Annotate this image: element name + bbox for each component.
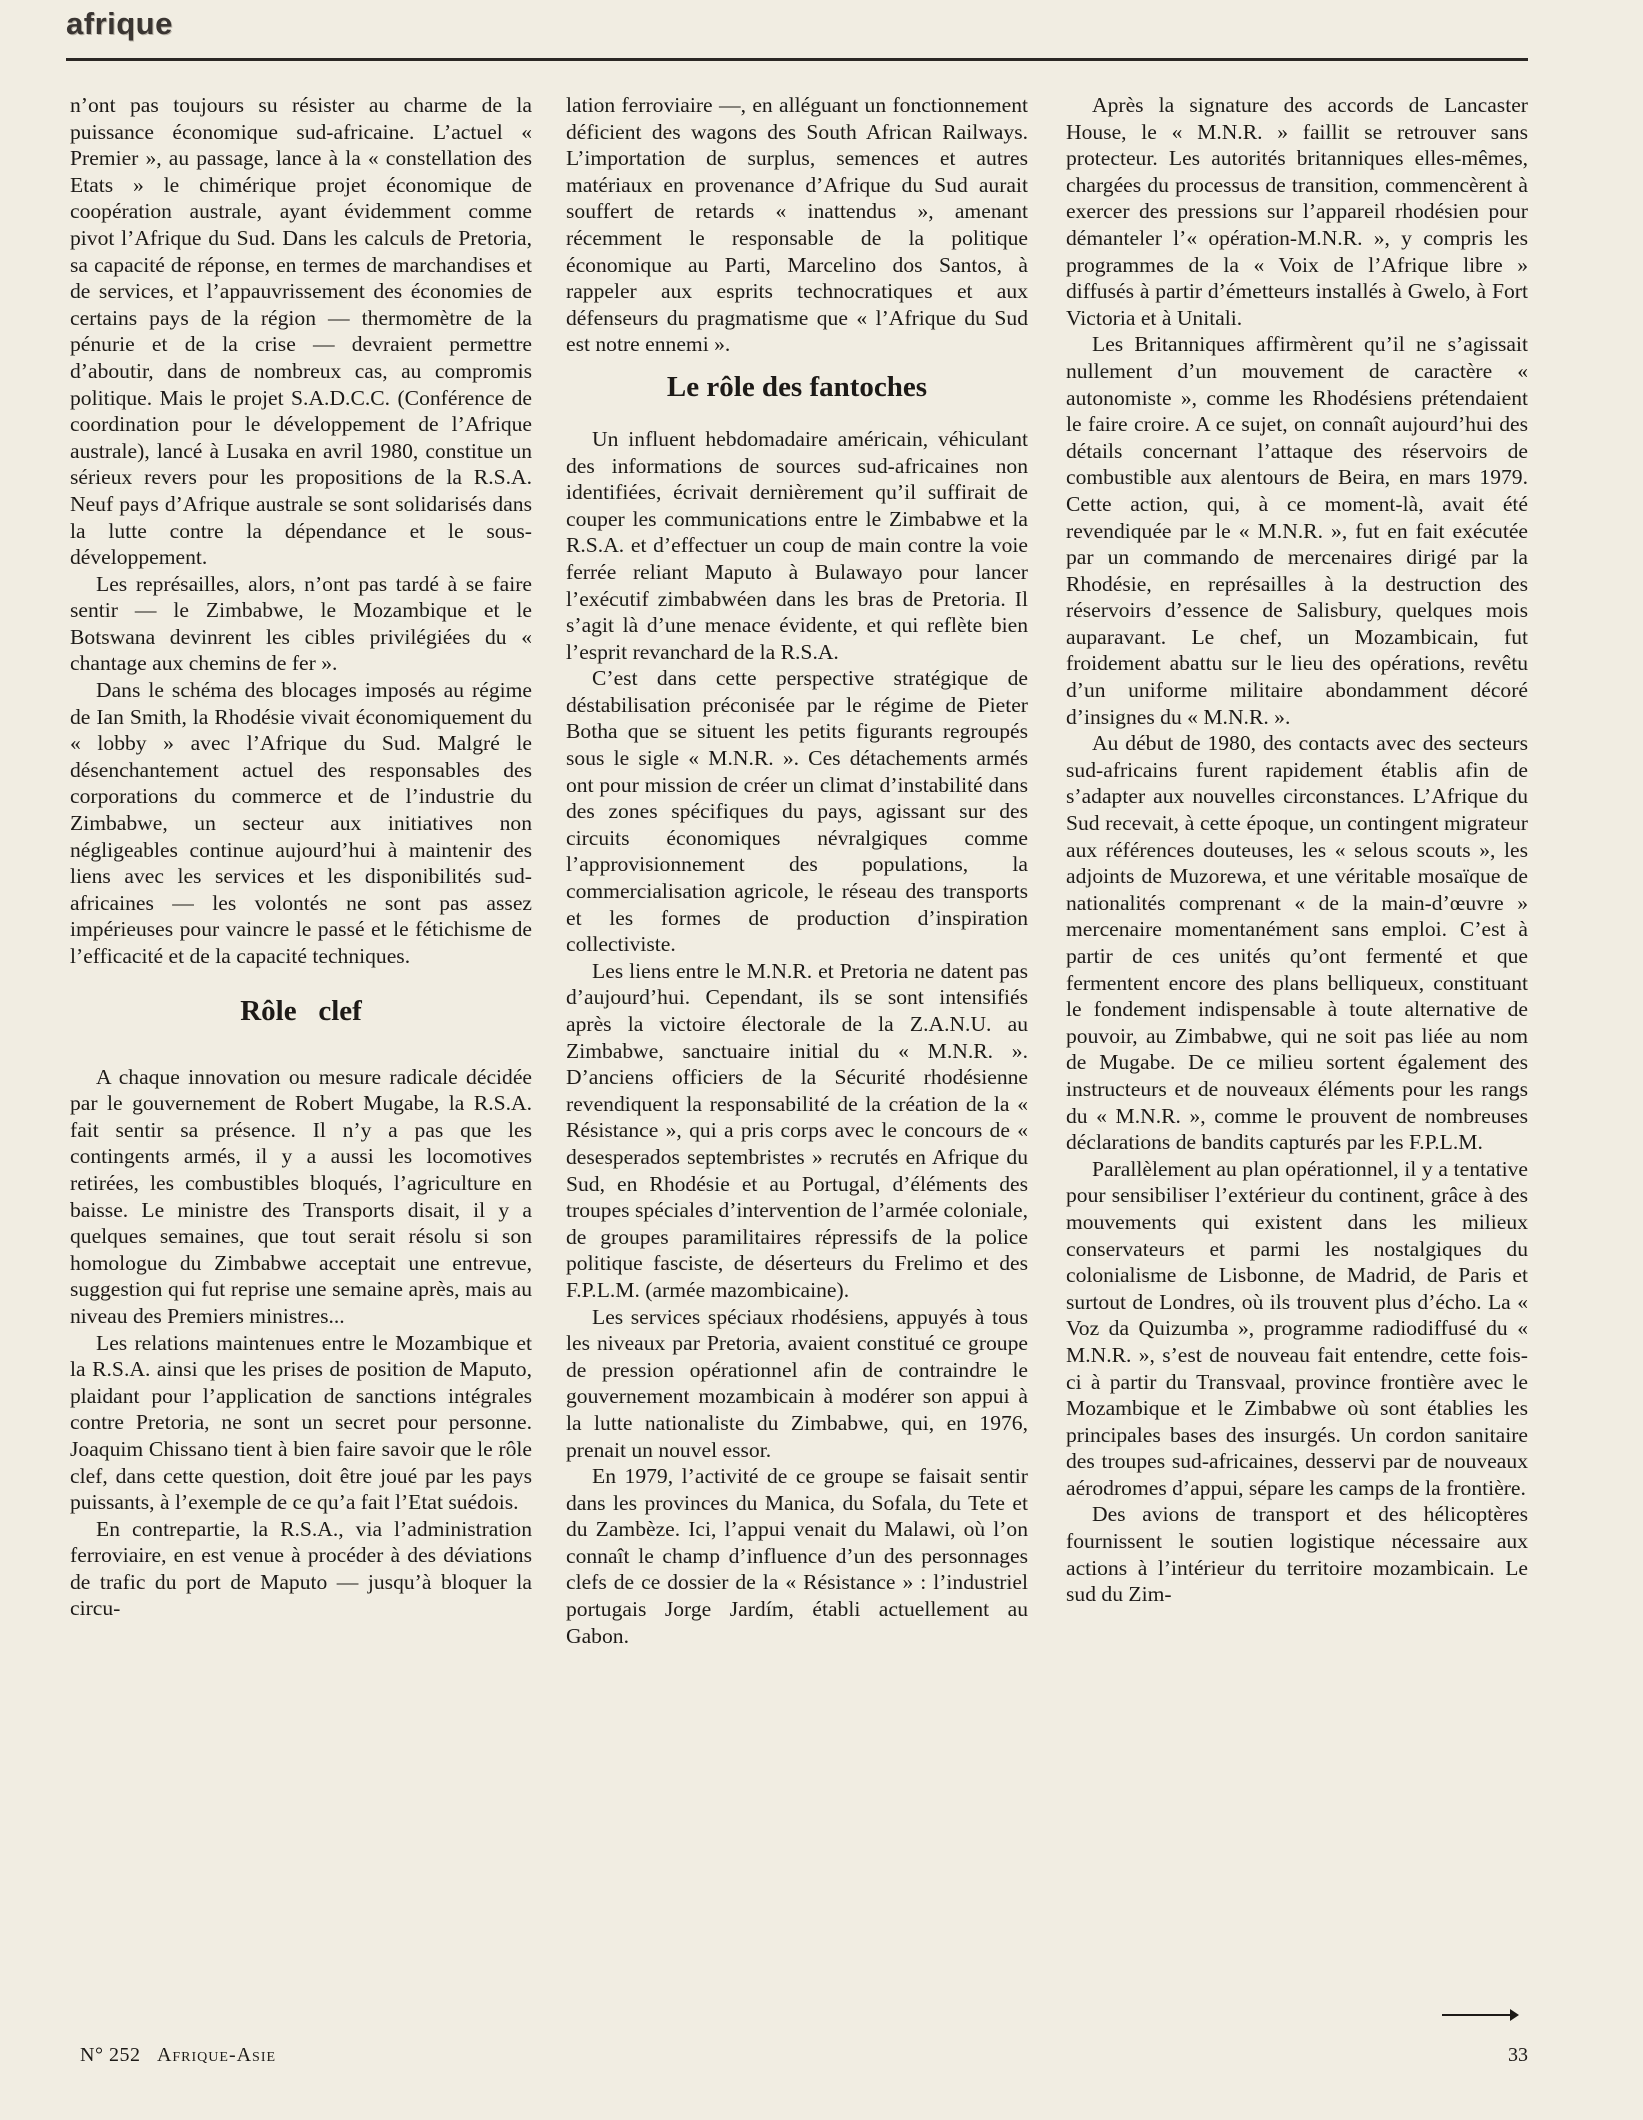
paragraph: Au début de 1980, des contacts avec des secteurs sud-africains furent rapidement établis afin de s’adapter aux nouvelles circonstances. L’Afrique du Sud recevait, à cette époque, un contingent migrateur aux références douteuses, les « selous scouts », les adjoints de Muzorewa, et une véritable mosaïque de nationalités comprenant « de la main-d’œuvre » mercenaire momentanément sans emploi. C’est à partir de ces unités qu’ont fermenté et que fermentent encore des plans belliqueux, constituant le fondement indispensable à toute alternative de pouvoir, au Zimbabwe, qui ne soit pas liée au nom de Mugabe. De ce milieu sortent également des instructeurs et de nouveaux éléments pour les rangs du « M.N.R. », comme le prouvent de nombreuses déclarations de bandits capturés par les F.P.L.M. [1066,731,1528,1155]
paragraph: Un influent hebdomadaire américain, véhiculant des informations de sources sud-africaines non identifiées, écrivait dernièrement qu’il suffirait de couper les communications entre le Zimbabwe et la R.S.A. et d’effectuer un coup de main contre la voie ferrée reliant Maputo à Bulawayo pour lancer l’exécutif zimbabwéen dans les bras de Pretoria. Il s’agit là d’une menace évidente, et qui reflète bien l’esprit revanchard de la R.S.A. [566,426,1028,664]
paragraph: Les Britanniques affirmèrent qu’il ne s’agissait nullement d’un mouvement de caractère « autonomiste », comme les Rhodésiens prétendaient le faire croire. A ce sujet, on connaît aujourd’hui des détails concernant l’attaque des réservoirs de combustible aux alentours de Beira, en mars 1979. Cette action, qui, à ce moment-là, avait été revendiquée par le « M.N.R. », fut en fait exécutée par un commando de mercenaires dirigé par la Rhodésie, en représailles à la destruction des réservoirs d’essence de Salisbury, quelques mois auparavant. Le chef, un Mozambicain, fut froidement abattu sur le lieu des opérations, revêtu d’un uniforme militaire abondamment décoré d’insignes du « M.N.R. ». [1066,332,1528,729]
issue-number: N° 252 [80,2044,141,2066]
continue-arrow-icon [1440,2008,1520,2022]
paragraph: Parallèlement au plan opérationnel, il y a tentative pour sensibiliser l’extérieur du continent, grâce à des mouvements qui existent dans les milieux conservateurs et parmi les nostalgiques du colonialisme de Lisbonne, de Madrid, de Paris et surtout de Londres, où ils trouvent plus d’écho. La « Voz da Quizumba », programme radiodiffusé du « M.N.R. », s’est de nouveau fait entendre, cette fois-ci à partir du Transvaal, province frontière avec le Mozambique et le Zimbabwe où sont établies les principales bases des insurgés. Un cordon sanitaire des troupes sud-africaines, desservi par de nouveaux aérodromes d’appui, sépare les camps de la frontière. [1066,1156,1528,1500]
publication-name: Afrique-Asie [156,2044,277,2066]
paragraph: Dans le schéma des blocages imposés au régime de Ian Smith, la Rhodésie vivait économiquement du « lobby » avec l’Afrique du Sud. Malgré le désenchantement actuel des responsables des corporations du commerce et de l’industrie du Zimbabwe, un secteur aux initiatives non négligeables continue aujourd’hui à maintenir des liens avec les services et les disponibilités sud-africaines — les volontés ne sont pas assez impérieuses pour vaincre le passé et le fétichisme de l’efficacité et de la capacité techniques. [70,678,532,968]
paragraph: Les représailles, alors, n’ont pas tardé à se faire sentir — le Zimbabwe, le Mozambique et le Botswana devinrent les cibles privilégiées du « chantage aux chemins de fer ». [70,571,532,676]
paragraph: Après la signature des accords de Lancaster House, le « M.N.R. » faillit se retrouver sans protecteur. Les autorités britanniques elles-mêmes, chargées du processus de transition, commencèrent à exercer des pressions sur l’appareil rhodésien pour démanteler l’« opération-M.N.R. », y compris les programmes de la « Voix de l’Afrique libre » diffusés à partir d’émetteurs installés à Gwelo, à Fort Victoria et à Unitali. [1066,93,1528,330]
paragraph: En contrepartie, la R.S.A., via l’administration ferroviaire, en est venue à procéder à des déviations de trafic du port de Maputo — jusqu’à bloquer la circu- [70,1516,532,1621]
footer-issue [80,2044,276,2067]
paragraph: Les relations maintenues entre le Mozambique et la R.S.A. ainsi que les prises de position de Maputo, plaidant pour l’application de sanctions intégrales contre Pretoria, ne sont un secret pour personne. Joaquim Chissano tient à bien faire savoir que le rôle clef, dans cette question, doit être joué par les pays puissants, à l’exemple de ce qu’a fait l’Etat suédois. [70,1330,532,1515]
header-rule [66,58,1528,61]
article-column-2 [566,92,1028,2008]
section-label: afrique [66,6,173,41]
subheading: Le rôle des fantoches [666,370,928,403]
paragraph: Les services spéciaux rhodésiens, appuyés à tous les niveaux par Pretoria, avaient constitué ce groupe de pression opérationnel afin de contraindre le gouvernement mozambicain à modérer son appui à la lutte nationaliste du Zimbabwe, qui, en 1976, prenait un nouvel essor. [566,1304,1028,1462]
paragraph: C’est dans cette perspective stratégique de déstabilisation préconisée par le régime de Pieter Botha que se situent les petits figurants regroupés sous le sigle « M.N.R. ». Ces détachements armés ont pour mission de créer un climat d’instabilité dans des zones spécifiques du pays, agissant sur des circuits économiques névralgiques comme l’approvisionnement des populations, la commercialisation agricole, le réseau des transports et les formes de production d’inspiration collectiviste. [566,666,1028,957]
paragraph: A chaque innovation ou mesure radicale décidée par le gouvernement de Robert Mugabe, la R.S.A. fait sentir sa présence. Il n’y a pas que les contingents armés, il y a aussi les locomotives retirées, les combustibles bloqués, l’agriculture en baisse. Le ministre des Transports disait, il y a quelques semaines, que tout serait résolu si son homologue du Zimbabwe acceptait une entrevue, suggestion qui fut reprise une semaine après, mais au niveau des Premiers ministres... [70,1064,532,1328]
article-column-3 [1066,92,1528,2008]
paragraph: Les liens entre le M.N.R. et Pretoria ne datent pas d’aujourd’hui. Cependant, ils se sont intensifiés après la victoire électorale de la Z.A.N.U. au Zimbabwe, sanctuaire initial du « M.N.R. ». D’anciens officiers de la Sécurité rhodésienne revendiquent la responsabilité de la création de la « Résistance », qui a pris corps avec le concours de « desesperados septembristes » recrutés en Afrique du Sud, en Rhodésie et au Portugal, d’éléments des troupes spéciales d’intervention de l’armée coloniale, de groupes paramilitaires répressifs de la police politique fasciste, de déserteurs du Frelimo et des F.P.L.M. (armée mazombicaine). [566,958,1028,1302]
subheading: Rôle clef [240,994,362,1027]
paragraph: En 1979, l’activité de ce groupe se faisait sentir dans les provinces du Manica, du Sofala, du Tete et du Zambèze. Ici, l’appui venait du Malawi, où l’on connaît le champ d’influence d’un des personnages clefs de ce dossier de la « Résistance » : l’industriel portugais Jorge Jardím, établi actuellement au Gabon. [566,1464,1028,1648]
paragraph: Des avions de transport et des hélicoptères fournissent le soutien logistique nécessaire aux actions à l’intérieur du territoire mozambicain. Le sud du Zim- [1066,1502,1528,1607]
page-number: 33 [1508,2044,1528,2066]
paragraph: lation ferroviaire —, en alléguant un fonctionnement déficient des wagons des South African Railways. L’importation de surplus, semences et autres matériaux en provenance d’Afrique du Sud aurait souffert de retards « inattendus », amenant récemment le responsable de la politique économique au Parti, Marcelino dos Santos, à rappeler aux esprits technocratiques et aux défenseurs du pragmatisme que « l’Afrique du Sud est notre ennemi ». [566,93,1028,357]
article-column-1 [70,92,532,2008]
paragraph: n’ont pas toujours su résister au charme de la puissance économique sud-africaine. L’actuel « Premier », au passage, lance à la « constellation des Etats » le chimérique projet économique de coopération australe, ayant évidemment comme pivot l’Afrique du Sud. Dans les calculs de Pretoria, sa capacité de réponse, en termes de marchandises et de services, et l’appauvrissement des économies de certains pays de la région — thermomètre de la pénurie et de la crise — devraient permettre d’aboutir, dans de nombreux cas, au compromis politique. Mais le projet S.A.D.C.C. (Conférence de coordination pour le développement de l’Afrique australe), lancé à Lusaka en avril 1980, constitue un sérieux revers pour les propositions de la R.S.A. Neuf pays d’Afrique australe se sont solidarisés dans la lutte contre la dépendance et le sous-développement. [70,93,532,570]
